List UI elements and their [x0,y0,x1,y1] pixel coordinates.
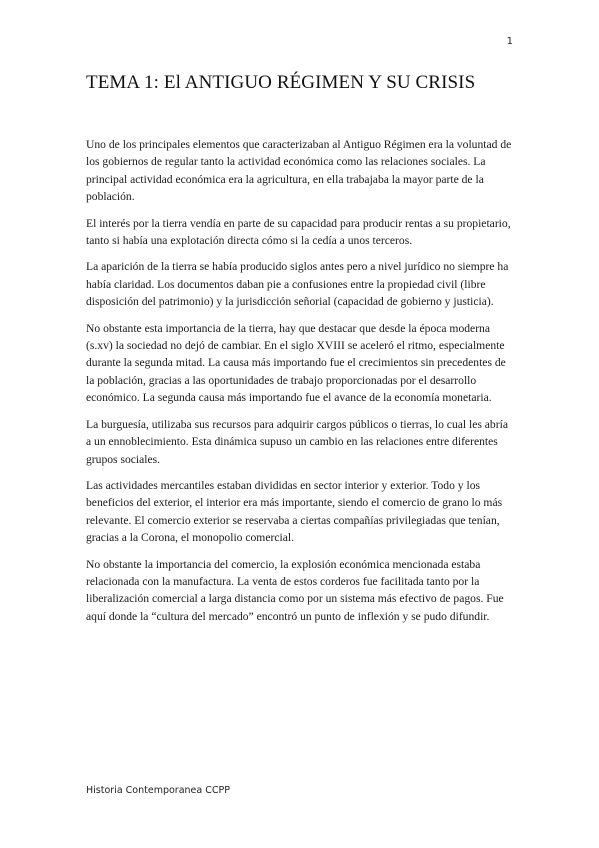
paragraph-6: Las actividades mercantiles estaban divididas en sector interior y exterior. Todo y los beneficios del exterior, el interior era más importante, siendo el comercio de grano lo más relevante. El comercio exterior se reservaba a ciertas compañías privilegiadas que tenían, gracias a la Corona, el monopolio comercial. [86,478,503,545]
paragraph-1: Uno de los principales elementos que caracterizaban al Antiguo Régimen era la voluntad de los gobiernos de regular tanto la actividad económica como las relaciones sociales. La principal actividad económica era la agricultura, en ella trabajaba la mayor parte de la población. [86,138,512,204]
paragraph-5: La burguesía, utilizaba sus recursos para adquirir cargos públicos o tierras, lo cual les abría a un ennoblecimiento. Esta dinámica supuso un cambio en las relaciones entre diferentes grupos sociales. [86,417,508,466]
page-footer: Historia Contemporanea CCPP [86,785,230,796]
page-number: 1 [506,36,513,47]
paragraph-2: El interés por la tierra vendía en parte de su capacidad para producir rentas a su propietario, tanto si había una explotación directa cómo si la cedía a unos terceros. [86,216,511,248]
paragraph-3: La aparición de la tierra se había producido siglos antes pero a nivel jurídico no siempre ha había claridad. Los documentos daban pie a confusiones entre la propiedad civil (libre disposición del patrimonio) y la jurisdicción señorial (capacidad de gobierno y justicia). [86,260,509,309]
paragraph-7: No obstante la importancia del comercio, la explosión económica mencionada estaba relacionada con la manufactura. La venta de estos corderos fue facilitada tanto por la liberalización comercial a larga distancia como por un sistema más efectivo de pagos. Fue aquí donde la “cultura del mercado” encontró un punto de inflexión y se pudo difundir. [86,557,504,623]
paragraph-4: No obstante esta importancia de la tierra, hay que destacar que desde la época moderna (s.xv) la sociedad no dejó de cambiar. En el siglo XVIII se aceleró el ritmo, especialmente durante la segunda mitad. La causa más importando fue el crecimientos sin precedentes de la población, gracias a las oportunidades de trabajo proporcionadas por el desarrollo económico. La segunda causa más importando fue el avance de la economía monetaria. [86,321,506,405]
document-body [86,136,514,634]
document-title: TEMA 1: El ANTIGUO RÉGIMEN Y SU CRISIS [86,72,476,93]
